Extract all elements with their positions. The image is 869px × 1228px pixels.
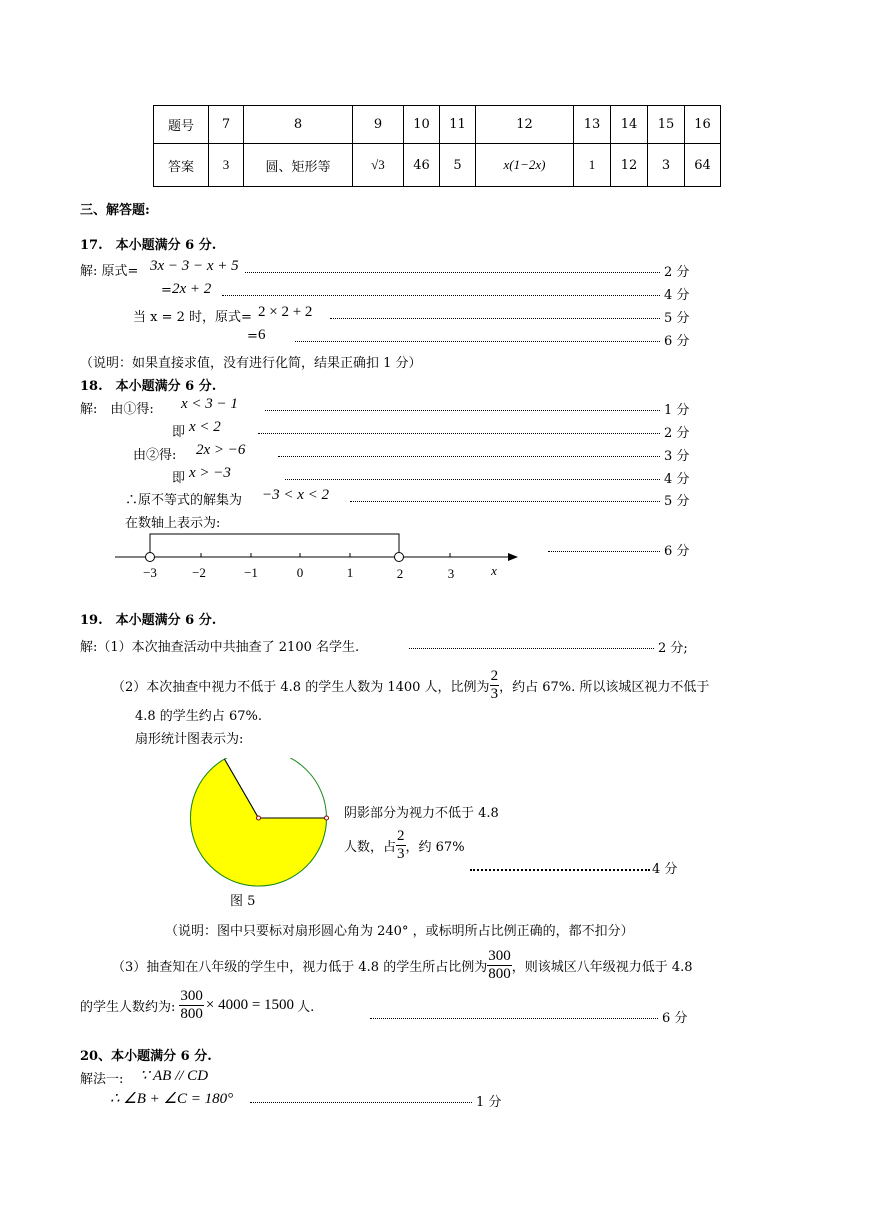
q17-line-2-score: 4 分 — [664, 288, 690, 303]
tick-label: −2 — [192, 565, 206, 580]
fraction-numerator: 300 — [488, 948, 511, 964]
table-cell: 9 — [353, 106, 404, 144]
fraction — [396, 828, 406, 863]
pie-center-point — [257, 816, 261, 820]
q17-line-2-prefix: = — [161, 283, 172, 298]
q18-line-1-expr: x < 3 − 1 — [181, 396, 238, 412]
answer-table — [153, 105, 721, 187]
q17-line-4-score: 6 分 — [664, 334, 690, 349]
q19-part3-text-d: 人. — [297, 1000, 315, 1015]
q20-title: 20、本小题满分 6 分. — [80, 1049, 212, 1064]
q17-title: 17. 本小题满分 6 分. — [80, 238, 217, 253]
q20-line-1-prefix: 解法一: — [80, 1072, 124, 1087]
table-cell: 3 — [209, 144, 244, 187]
q18-line-3-expr: 2x > −6 — [196, 442, 246, 458]
solution-bracket — [150, 534, 399, 552]
pie-caption-1: 阴影部分为视力不低于 4.8 — [344, 806, 499, 821]
axis-variable: x — [491, 563, 497, 578]
table-cell: √3 — [353, 144, 404, 187]
q18-line-4-score: 4 分 — [664, 472, 690, 487]
fraction-numerator: 2 — [490, 668, 499, 684]
q19-part2-line — [112, 668, 709, 703]
table-cell: 14 — [611, 106, 648, 144]
fraction-denominator: 3 — [490, 686, 499, 702]
fraction-denominator: 800 — [488, 966, 511, 982]
q17-line-1-expr: 3x − 3 − x + 5 — [150, 258, 239, 274]
q18-line-3-prefix: 由②得: — [133, 448, 177, 463]
pie-intro: 扇形统计图表示为: — [135, 732, 244, 747]
tick-label: −1 — [244, 565, 258, 580]
table-cell: 圆、矩形等 — [244, 144, 353, 187]
table-cell: 1 — [574, 144, 611, 187]
q19-part2-text-a: （2）本次抽查中视力不低于 4.8 的学生人数为 1400 人，比例为 — [112, 680, 490, 695]
number-line-arrow — [508, 553, 518, 561]
tick-label: 0 — [296, 565, 304, 580]
dot-leader — [370, 1018, 658, 1019]
dot-leader — [409, 648, 654, 649]
q18-title: 18. 本小题满分 6 分. — [80, 379, 217, 394]
dot-leader — [250, 1102, 472, 1103]
q19-part3-text-a: （3）抽查知在八年级的学生中，视力低于 4.8 的学生所占比例为 — [112, 960, 488, 975]
pie-caption-2-text: 人数，占 — [344, 840, 397, 855]
table-cell: 16 — [685, 106, 721, 144]
table-cell: x(1−2x) — [476, 144, 574, 187]
figure-caption: 图 5 — [230, 894, 256, 909]
q17-line-3-expr: 2 × 2 + 2 — [258, 304, 313, 320]
dot-leader — [548, 551, 660, 552]
dot-leader — [222, 295, 660, 296]
table-cell: 11 — [440, 106, 476, 144]
pie-score: 4 分 — [652, 862, 678, 877]
q18-line-2-score: 2 分 — [664, 426, 690, 441]
q18-line-5-score: 5 分 — [664, 494, 690, 509]
dot-leader — [330, 318, 660, 319]
table-cell: 15 — [648, 106, 685, 144]
q19-title: 19. 本小题满分 6 分. — [80, 613, 217, 628]
table-cell: 3 — [648, 144, 685, 187]
q19-part3-score: 6 分 — [662, 1011, 688, 1026]
table-cell: 题号 — [154, 106, 209, 144]
table-cell: 46 — [404, 144, 440, 187]
fraction — [179, 988, 204, 1023]
tick-label: −3 — [143, 565, 157, 580]
q20-line-1-expr: ∵ AB // CD — [140, 1068, 209, 1084]
dot-leader — [258, 433, 660, 434]
q17-line-4-expr: 6 — [258, 327, 266, 343]
q19-note: （说明：图中只要标对扇形圆心角为 240° ，或标明所占比例正确的，都不扣分） — [165, 924, 634, 939]
q18-line-5-expr: −3 < x < 2 — [262, 487, 330, 503]
tick-label: 3 — [447, 566, 455, 581]
table-cell: 10 — [404, 106, 440, 144]
q18-line-4-prefix: 即 — [172, 471, 186, 486]
q19-part3-line — [112, 948, 693, 983]
q18-line-3-score: 3 分 — [664, 449, 690, 464]
dot-leader — [278, 456, 660, 457]
q19-part2-text-c: 4.8 的学生约占 67%. — [135, 709, 262, 724]
q19-part2-text-b: ，约占 67%. 所以该城区视力不低于 — [499, 680, 710, 695]
pie-caption-2 — [344, 828, 465, 863]
table-cell: 64 — [685, 144, 721, 187]
q18-line-1-score: 1 分 — [664, 403, 690, 418]
open-circle-left — [146, 553, 155, 562]
q17-line-2-expr: 2x + 2 — [172, 281, 212, 297]
dot-leader — [470, 869, 650, 871]
fraction-denominator: 800 — [180, 1006, 203, 1022]
table-cell: 12 — [611, 144, 648, 187]
table-cell: 8 — [244, 106, 353, 144]
q18-line-4-expr: x > −3 — [189, 465, 231, 481]
q19-part3-line-2 — [80, 988, 314, 1023]
q17-line-4-prefix: = — [247, 329, 258, 344]
number-line — [110, 528, 530, 583]
dot-leader — [295, 341, 660, 342]
numberline-score: 6 分 — [664, 544, 690, 559]
pie-chart — [185, 758, 335, 888]
q19-part3-text-c: 的学生人数约为: — [80, 1000, 176, 1015]
dot-leader — [285, 479, 660, 480]
q17-line-3-score: 5 分 — [664, 311, 690, 326]
pie-caption-2-text-b: ，约 67% — [405, 840, 465, 855]
pie-edge-point — [325, 816, 329, 820]
tick-label: 2 — [396, 566, 404, 581]
fraction — [490, 668, 500, 703]
open-circle-right — [395, 553, 404, 562]
table-cell: 答案 — [154, 144, 209, 187]
dot-leader — [265, 410, 660, 411]
section-title: 三、解答题: — [80, 203, 150, 218]
fraction-numerator: 2 — [397, 828, 405, 844]
tick-label: 1 — [346, 565, 354, 580]
fraction — [487, 948, 512, 983]
q17-line-3-prefix: 当 x = 2 时，原式= — [133, 310, 252, 325]
q19-part1: 解:（1）本次抽查活动中共抽查了 2100 名学生. — [80, 640, 360, 655]
q18-line-1-prefix: 解: 由①得: — [80, 402, 154, 417]
table-answer-row — [154, 144, 721, 187]
q17-line-1-prefix: 解: 原式= — [80, 264, 139, 279]
numberline-label: 在数轴上表示为: — [125, 516, 221, 531]
dot-leader — [350, 501, 660, 502]
q17-line-1-score: 2 分 — [664, 265, 690, 280]
q19-part3-text-b: ，则该城区八年级视力低于 4.8 — [511, 960, 693, 975]
q20-line-2-expr: ∴ ∠B + ∠C = 180° — [110, 1091, 234, 1107]
table-header-row — [154, 106, 721, 144]
q17-note: （说明：如果直接求值，没有进行化简，结果正确扣 1 分） — [80, 356, 422, 371]
table-cell: 12 — [476, 106, 574, 144]
q18-line-5-prefix: ∴原不等式的解集为 — [125, 493, 243, 508]
q20-line-2-score: 1 分 — [476, 1095, 502, 1110]
q18-line-2-prefix: 即 — [172, 425, 186, 440]
table-cell: 13 — [574, 106, 611, 144]
q18-line-2-expr: x < 2 — [189, 419, 221, 435]
fraction-denominator: 3 — [397, 846, 405, 862]
fraction-numerator: 300 — [180, 988, 203, 1004]
table-cell: 7 — [209, 106, 244, 144]
table-cell: 5 — [440, 144, 476, 187]
q19-part1-score: 2 分; — [658, 641, 688, 656]
dot-leader — [245, 272, 660, 273]
q19-part3-expr: × 4000 = 1500 — [205, 997, 295, 1013]
